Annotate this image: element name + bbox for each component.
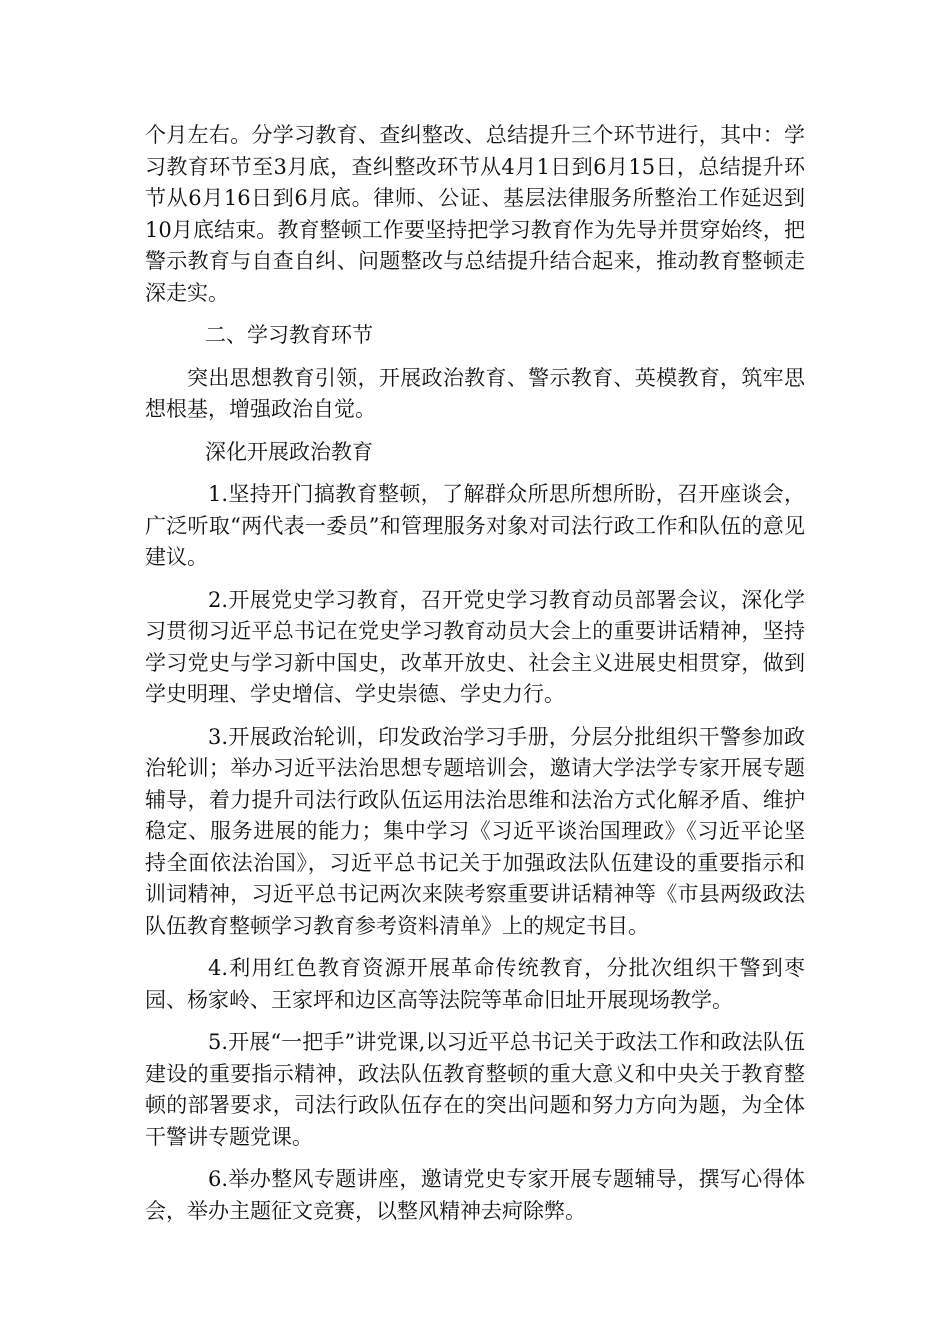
list-item-2: 2.开展党史学习教育，召开党史学习教育动员部署会议，深化学习贯彻习近平总书记在党史学习教育动员大会上的重要讲话精神，坚持学习党史与学习新中国史，改革开放史、社会主义进展史相贯穿，做到学史明理、学史增信、学史崇德、学史力行。	[145, 587, 805, 706]
section-heading: 二、学习教育环节	[205, 323, 373, 347]
list-item-5: 5.开展“一把手”讲党课,以习近平总书记关于政法工作和政法队伍建设的重要指示精神，政法队伍教育整顿的重大意义和中央关于教育整顿的部署要求，司法行政队伍存在的突出问题和努力方向为题，为全体干警讲专题党课。	[145, 1030, 805, 1149]
subsection-heading: 深化开展政治教育	[205, 439, 373, 464]
intro-paragraph: 个月左右。分学习教育、查纠整改、总结提升三个环节进行，其中：学习教育环节至3月底，查纠整改环节从4月1日到6月15日，总结提升环节从6月16日到6月底。律师、公证、基层法律服务所整治工作延迟到10月底结束。教育整顿工作要坚持把学习教育作为先导并贯穿始终，把警示教育与自查自纠、问题整改与总结提升结合起来，推动教育整顿走深走实。	[145, 123, 805, 305]
document-body	[145, 120, 805, 1238]
section-summary: 突出思想教育引领，开展政治教育、警示教育、英模教育，筑牢思想根基，增强政治自觉。	[145, 365, 805, 421]
list-item-6: 6.举办整风专题讲座，邀请党史专家开展专题辅导，撰写心得体会，举办主题征文竞赛，以整风精神去疴除弊。	[145, 1167, 805, 1223]
list-item-1: 1.坚持开门搞教育整顿，了解群众所思所想所盼，召开座谈会，广泛听取“两代表一委员”和管理服务对象对司法行政工作和队伍的意见建议。	[145, 482, 805, 569]
list-item-4: 4.利用红色教育资源开展革命传统教育，分批次组织干警到枣园、杨家岭、王家坪和边区高等法院等革命旧址开展现场教学。	[145, 956, 805, 1012]
list-item-3: 3.开展政治轮训，印发政治学习手册，分层分批组织干警参加政治轮训；举办习近平法治思想专题培训会，邀请大学法学专家开展专题辅导，着力提升司法行政队伍运用法治思维和法治方式化解矛盾、维护稳定、服务进展的能力；集中学习《习近平谈治国理政》《习近平论坚持全面依法治国》，习近平总书记关于加强政法队伍建设的重要指示和训词精神，习近平总书记两次来陕考察重要讲话精神等《市县两级政法队伍教育整顿学习教育参考资料清单》上的规定书目。	[145, 724, 805, 938]
